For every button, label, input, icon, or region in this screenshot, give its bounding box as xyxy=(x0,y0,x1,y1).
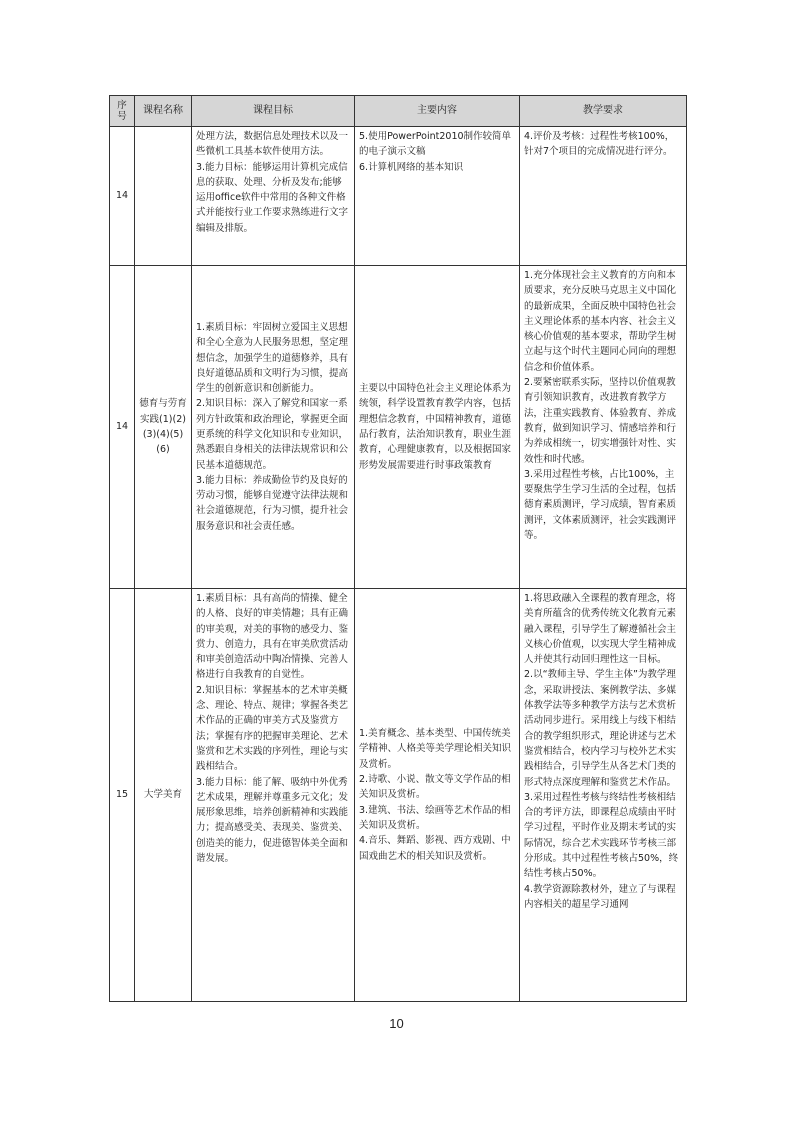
course-name: 大学美育 xyxy=(143,789,182,801)
goal-paragraph: 3.能力目标：能了解、吸纳中外优秀艺术成果，理解并尊重多元文化；发展形象思维，培养创新精神和实践能力；提高感受美、表现美、鉴赏美、创造美的能力，促进德智体美全面和谐发展。 xyxy=(196,776,349,865)
requirements-cell xyxy=(520,266,687,589)
course-goals-cell xyxy=(192,127,355,266)
row-no-cell xyxy=(110,127,135,266)
course-name: 德育与劳育实践(1)(2)(3)(4)(5)(6) xyxy=(139,398,187,456)
goal-paragraph: 1.素质目标：牢固树立爱国主义思想和全心全意为人民服务思想，坚定理想信念，加强学生的道德修养，具有良好道德品质和文明行为习惯，提高学生的创新意识和创新能力。 xyxy=(196,321,349,395)
row-no: 14 xyxy=(115,421,129,433)
requirement-paragraph: 4.教学资源除教材外，建立了与课程内容相关的超星学习通网 xyxy=(524,883,676,910)
row-no-cell xyxy=(110,266,135,589)
course-name-cell xyxy=(135,589,192,1002)
goal-paragraph: 1.素质目标：具有高尚的情操、健全的人格、良好的审美情趣；具有正确的审美观，对美的事物的感受力、鉴赏力、创造力，具有在审美欣赏活动和审美创造活动中陶冶情操、完善人格进行自我教育的自觉性。 xyxy=(196,593,349,681)
header-no: 序号 xyxy=(110,96,135,127)
content-paragraph: 4.音乐、舞蹈、影视、西方戏剧、中国戏曲艺术的相关知识及赏析。 xyxy=(359,835,511,862)
course-name-cell xyxy=(135,266,192,589)
main-content-cell xyxy=(355,127,520,266)
requirement-paragraph: 1.将思政融入全课程的教育理念，将美育所蕴含的优秀传统文化教育元素融入课程，引导学生了解遵循社会主义核心价值观，以实现大学生精神成人并使其行动回归理性这一目标。 xyxy=(524,593,677,666)
table-header-row xyxy=(110,96,687,127)
course-name-cell xyxy=(135,127,192,266)
table-row xyxy=(110,589,687,1002)
requirement-paragraph: 3.采用过程性考核，占比100%，主要聚焦学生学习生活的全过程，包括德育素质测评，学习成绩，智育素质测评，文体素质测评，社会实践测评等。 xyxy=(524,468,677,542)
goal-paragraph: 3.能力目标：养成勤俭节约及良好的劳动习惯，能够自觉遵守法律法规和社会道德规范，行为习惯，提升社会服务意识和社会责任感。 xyxy=(196,474,349,532)
row-no: 15 xyxy=(115,789,129,801)
row-no: 14 xyxy=(115,190,129,202)
header-course-name: 课程名称 xyxy=(135,96,192,127)
requirement-paragraph: 2.要紧密联系实际，坚持以价值观教育引领知识教育，改进教育教学方法，注重实践教育、体验教育、养成教育，做到知识学习、情感培养和行为养成相统一，切实增强针对性、实效性和时代感。 xyxy=(524,377,677,465)
requirement-paragraph: 2.以“教师主导、学生主体”为教学理念，采取讲授法、案例教学法、多媒体教学法等多种教学方法与艺术赏析活动同步进行。采用线上与线下相结合的教学组织形式，理论讲述与艺术鉴赏相结合，校内学习与校外艺术实践相结合，引导学生从各艺术门类的形式特点深度理解和鉴赏艺术作品。 xyxy=(524,669,677,788)
main-content-cell xyxy=(355,266,520,589)
requirements-cell xyxy=(520,127,687,266)
goal-paragraph: 2.知识目标：深入了解党和国家一系列方针政策和政治理论，掌握更全面更系统的科学文化知识和专业知识，熟悉跟自身相关的法律法规常识和公民基本道德规范。 xyxy=(196,398,349,471)
content-paragraph: 2.诗歌、小说、散文等文学作品的相关知识及赏析。 xyxy=(359,774,511,801)
course-goals-cell xyxy=(192,589,355,1002)
header-main-content: 主要内容 xyxy=(355,96,520,127)
header-course-goals: 课程目标 xyxy=(192,96,355,127)
goal-paragraph: 处理方法，数据信息处理技术以及一些微机工具基本软件使用方法。 xyxy=(196,131,349,158)
page-number: 10 xyxy=(389,1016,404,1031)
table-row xyxy=(110,127,687,266)
curriculum-table xyxy=(109,95,687,1002)
row-no-cell xyxy=(110,589,135,1002)
content-paragraph: 3.建筑、书法、绘画等艺术作品的相关知识及赏析。 xyxy=(359,804,511,831)
goal-paragraph: 3.能力目标：能够运用计算机完成信息的获取、处理、分析及发布;能够运用office软件中常用的各种文件格式并能按行业工作要求熟练进行文字编辑及排版。 xyxy=(196,161,349,234)
goal-paragraph: 2.知识目标：掌握基本的艺术审美概念、理论、特点、规律；掌握各类艺术作品的正确的审美方式及鉴赏方法；掌握有序的把握审美理论、艺术鉴赏和艺术实践的序列性，理论与实践相结合。 xyxy=(196,684,349,773)
table-row xyxy=(110,266,687,589)
requirement-paragraph: 3.采用过程性考核与终结性考核相结合的考评方法，即课程总成绩由平时学习过程，平时作业及期末考试的实际情况，综合艺术实践环节考核三部分形成。其中过程性考核占50%，终结性考核占50%。 xyxy=(524,791,679,880)
header-teaching-requirements: 教学要求 xyxy=(520,96,687,127)
requirement-paragraph: 4.评价及考核：过程性考核100%，针对7个项目的完成情况进行评分。 xyxy=(524,131,675,158)
main-content-cell xyxy=(355,589,520,1002)
course-goals-cell xyxy=(192,266,355,589)
content-paragraph: 主要以中国特色社会主义理论体系为统领，科学设置教育教学内容，包括理想信念教育，中国精神教育，道德品行教育，法治知识教育，职业生涯教育，心理健康教育，以及根据国家形势发展需要进行时事政策教育 xyxy=(359,383,512,471)
content-paragraph: 6.计算机网络的基本知识 xyxy=(359,161,464,173)
content-paragraph: 5.使用PowerPoint2010制作较简单的电子演示文稿 xyxy=(359,131,512,158)
requirements-cell xyxy=(520,589,687,1002)
content-paragraph: 1.美育概念、基本类型、中国传统美学精神、人格美等美学理论相关知识及赏析。 xyxy=(359,728,512,770)
requirement-paragraph: 1.充分体现社会主义教育的方向和本质要求，充分反映马克思主义中国化的最新成果，全面反映中国特色社会主义理论体系的基本内容、社会主义核心价值观的基本要求，帮助学生树立起与这个时代主题同心同向的理想信念和价值体系。 xyxy=(524,270,677,373)
